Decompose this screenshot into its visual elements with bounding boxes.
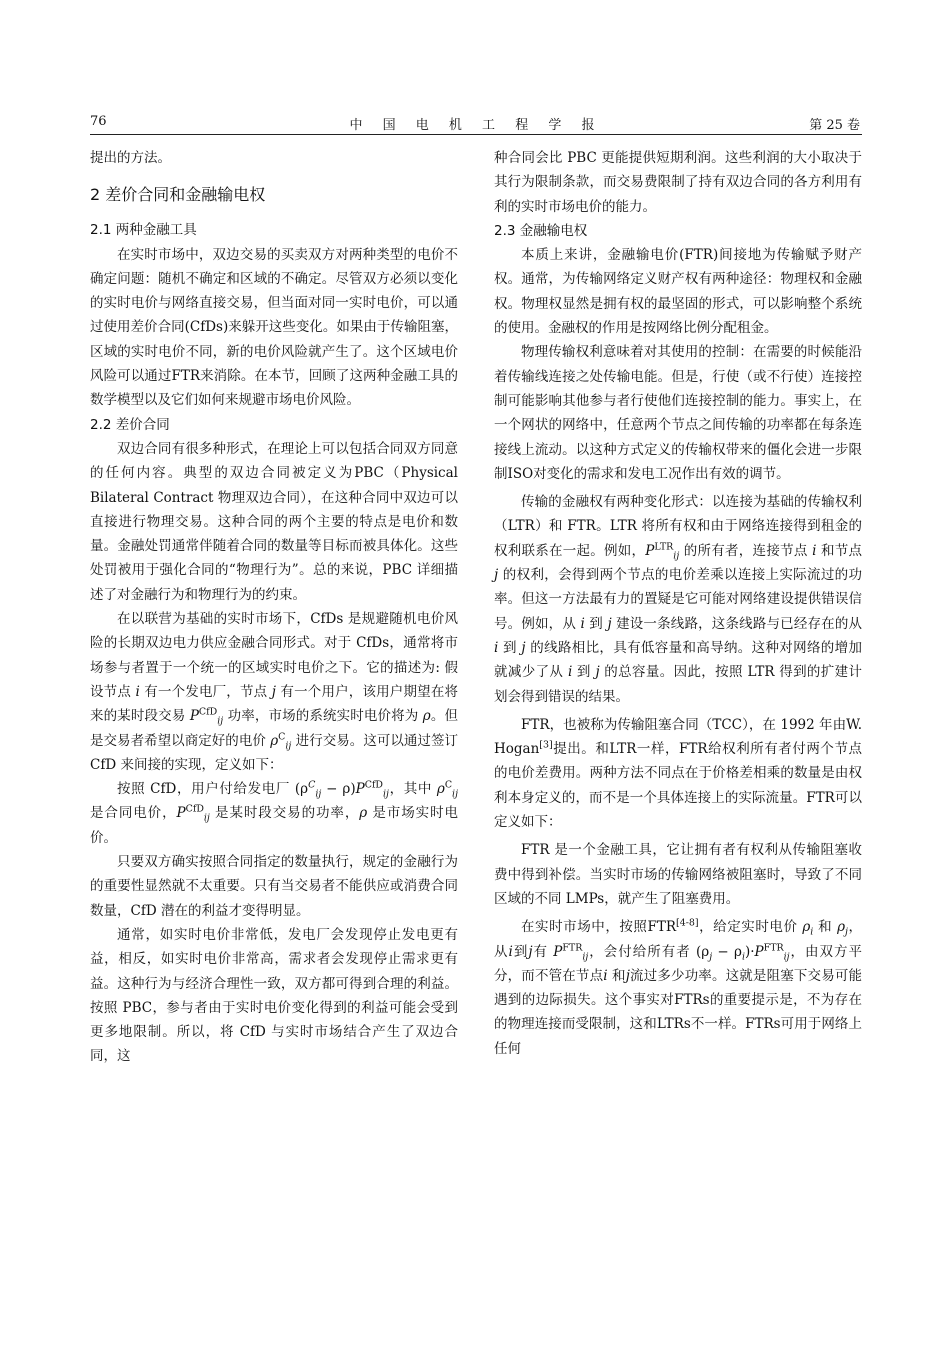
subsection-heading: 2.2 差价合同 xyxy=(90,416,170,433)
paragraph: 双边合同有很多种形式，在理论上可以包括合同双方同意的任何内容。典型的双边合同被定义为PBC（Physical Bilateral Contract 物理双边合同），在这种合同中双边可以直接进行物理交易。这种合同的两个主要的特点是电价和数量。金融处罚通常伴随着合同的数量等目标而被具体化。这些处罚被用于强化合同的“物理行为”。总的来说，PBC 详细描述了对金融行为和物理行为的约束。 xyxy=(90,440,458,603)
subsection-heading: 2.1 两种金融工具 xyxy=(90,222,197,239)
left-column xyxy=(90,146,458,1069)
paragraph: 物理传输权利意味着对其使用的控制：在需要的时候能沿着传输线连接之处传输电能。但是，行使（或不行使）连接控制可能影响其他参与者行使他们连接控制的能力。事实上，在一个网状的网络中，任意两个节点之间传输的功率都在每条连接线上流动。以这种方式定义的传输权带来的僵化会进一步限制ISO对变化的需求和发电工况作出有效的调节。 xyxy=(494,344,862,482)
paragraph-ftr-history: FTR，也被称为传输阻塞合同（TCC），在 1992 年由W. Hogan[3]提出。和LTR一样，FTR给权利所有者付两个节点的电价差费用。两种方法不同点在于价格差相乘的数量是由权利本身定义的，而不是一个具体连接上的实际流量。FTR可以定义如下： xyxy=(494,716,862,831)
paragraph: FTR 是一个金融工具，它让拥有者有权利从传输阻塞收费中得到补偿。当实时市场的传输网络被阻塞时，导致了不同区域的不同 LMPs，就产生了阻塞费用。 xyxy=(494,842,862,907)
paragraph: 只要双方确实按照合同指定的数量执行，规定的金融行为的重要性显然就不太重要。只有当交易者不能供应或消费合同数量，CfD 潜在的利益才变得明显。 xyxy=(90,854,458,919)
paragraph: 通常，如实时电价非常低，发电厂会发现停止发电更有益，相反，如实时电价非常高，需求者会发现停止需求更有益。这种行为与经济合理性一致，双方都可得到合理的利益。按照 PBC，参与者由于实时电价变化得到的利益可能会受到更多地限制。所以，将 CfD 与实时市场结合产生了双边合同，这 xyxy=(90,926,458,1065)
paragraph: 本质上来讲，金融输电价(FTR)间接地为传输赋予财产权。通常，为传输网络定义财产权有两种途径：物理权和金融权。物理权显然是拥有权的最坚固的形式，可以影响整个系统的使用。金融权的作用是按网络比例分配租金。 xyxy=(494,247,862,337)
section-heading: 2 差价合同和金融输电权 xyxy=(90,185,266,205)
paragraph-ftr-definition: 在实时市场中，按照FTR[4-8]，给定实时电价 $\rho_i$ 和 $\rho_j$，从i到j有 $P^{FTR}_{ij}$，会付给所有者 $(\rho_j - \rho_i)\cdot P^{FTR}_{ij}$，由双方平分，而不管在节点i 和j流过多少功率。这就是阻塞下交易可能遇到的边际损失。这个事实对FTRs的重要提示是，不为存在的物理连接而受限制，这和LTRs不一样。FTRs可用于网络上任何 xyxy=(494,917,863,1057)
paragraph-cfd-description: 在以联营为基础的实时市场下，CfDs 是规避随机电价风险的长期双边电力供应金融合同形式。对于 CfDs，通常将市场参与者置于一个统一的区域实时电价之下。它的描述为: 假设节点 i 有一个发电厂，节点 j 有一个用户，该用户期望在将来的某时段交易 $P^{CfD}_{ij}$ 功率，市场的系统实时电价将为 ρ。但是交易者希望以商定好的电价 $\rho^C_{ij}$ 进行交易。这可以通过签订 CfD 来间接的实现，定义如下： xyxy=(90,611,458,773)
citation: [3] xyxy=(539,739,553,751)
citation: [4-8] xyxy=(676,917,699,929)
paragraph: 在实时市场中，双边交易的买卖双方对两种类型的电价不确定问题：随机不确定和区域的不确定。尽管双方必须以变化的实时电价与网络直接交易，但当面对同一实时电价，可以通过使用差价合同(CfDs)来躲开这些变化。如果由于传输阻塞，区域的实时电价不同，新的电价风险就产生了。这个区域电价风险可以通过FTR来消除。在本节，回顾了这两种金融工具的数学模型以及它们如何来规避市场电价风险。 xyxy=(90,246,458,409)
page-number: 76 xyxy=(90,114,107,129)
subsection-heading: 2.3 金融输电权 xyxy=(494,222,588,239)
volume-label: 第 25 卷 xyxy=(809,118,860,133)
paragraph: 种合同会比 PBC 更能提供短期利润。这些利润的大小取决于其行为限制条款，而交易费限制了持有双边合同的各方利用有利的实时市场电价的能力。 xyxy=(494,150,862,215)
paragraph-ltr: 传输的金融权有两种变化形式：以连接为基础的传输权利（LTR）和 FTR。LTR 将所有权和由于网络连接得到租金的权利联系在一起。例如，$P^{LTR}_{ij}$ 的所有者，连接节点 i 和节点 j 的权利，会得到两个节点的电价差乘以连接上实际流过的功率。但这一方法最有力的置疑是它可能对网络建设提供错误信号。例如，从 i 到 j 建设一条线路，这条线路与已经存在的从 i 到 j 的线路相比，具有低容量和高导纳。这种对网络的增加就减少了从 i 到 j 的总容量。因此，按照 LTR 得到的扩建计划会得到错误的结果。 xyxy=(494,494,863,705)
journal-name: 中 国 电 机 工 程 学 报 xyxy=(349,118,603,133)
paragraph-cfd-formula: 按照 CfD，用户付给发电厂 $(\rho^C_{ij} - \rho)P^{CfD}_{ij}$，其中 $\rho^C_{ij}$ 是合同电价，$P^{CfD}_{ij}$ 是某时段交易的功率，ρ 是市场实时电价。 xyxy=(90,779,458,846)
running-header xyxy=(90,114,862,135)
paragraph: 提出的方法。 xyxy=(90,150,171,166)
right-column xyxy=(494,146,862,1061)
